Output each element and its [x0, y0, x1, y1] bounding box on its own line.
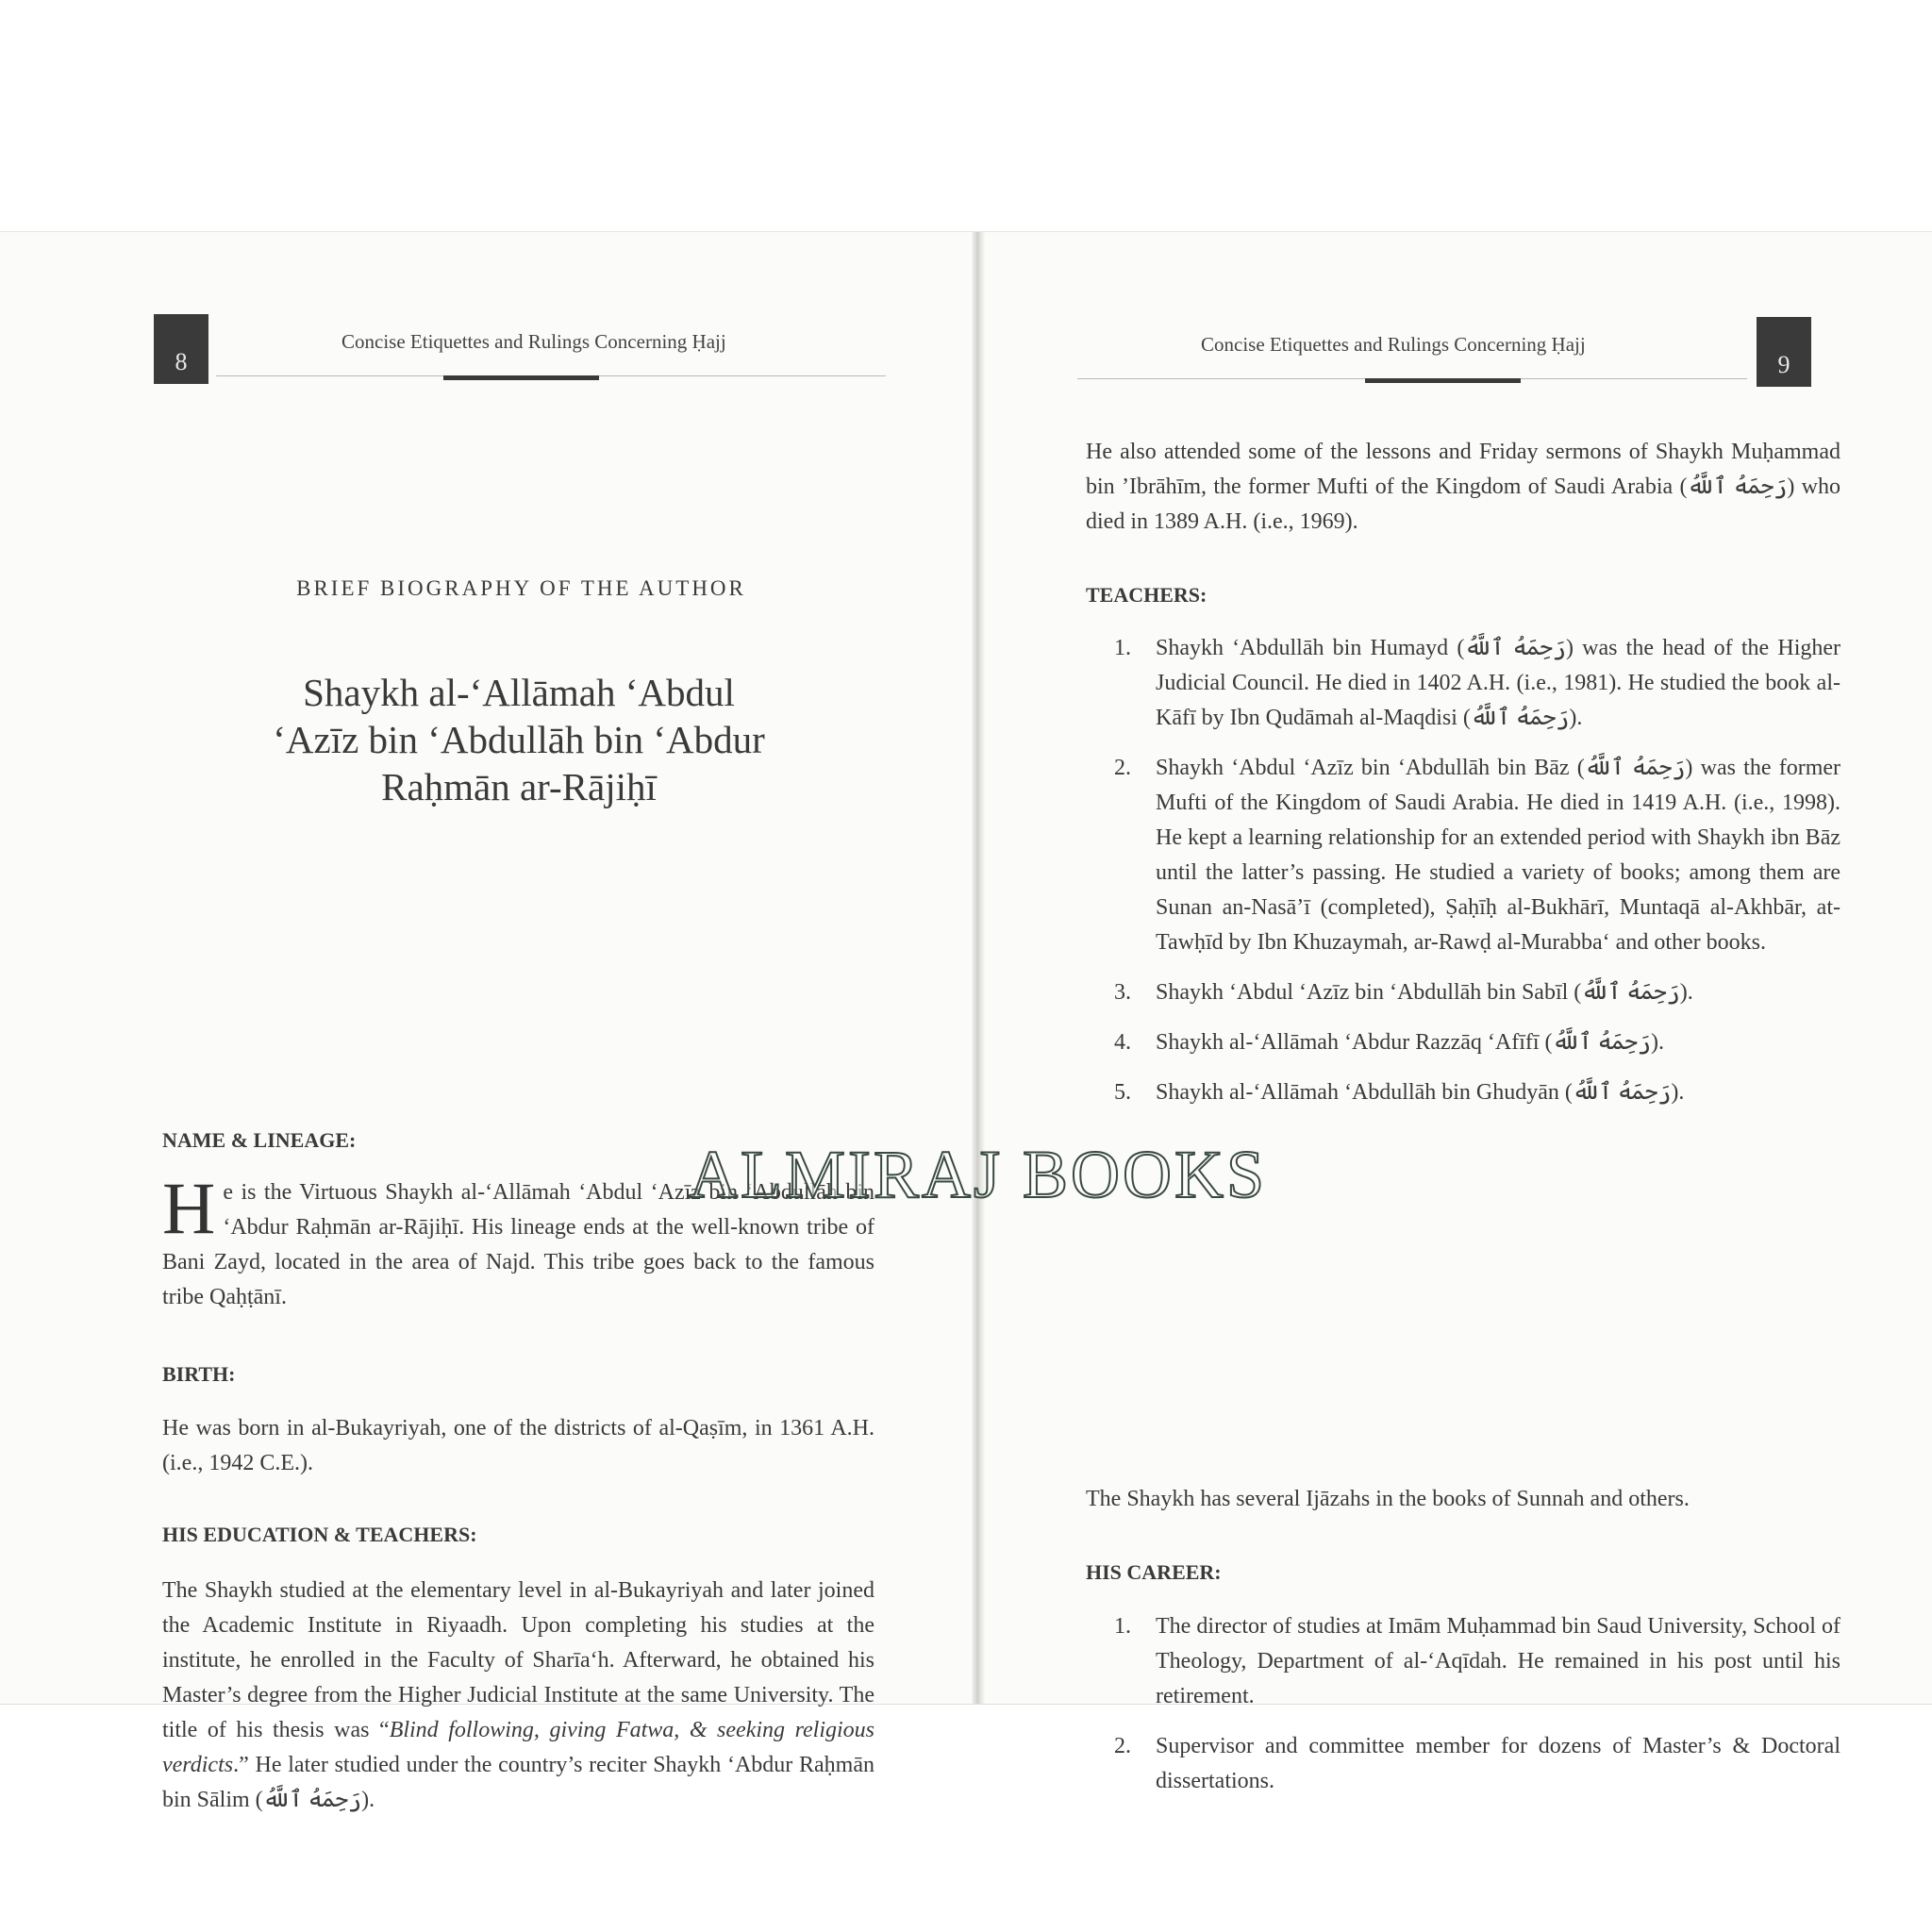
career-list — [1114, 1609, 1840, 1814]
right-page — [985, 232, 1932, 1793]
list-text: Shaykh ‘Abdullāh bin Humayd (رَحِمَهُ ٱللَّهُ) was the head of the Higher Judicial Council. He died in 1402 A.H. (i.e., 1981). He studied the book al-Kāfī by Ibn Qudāmah al-Maqdisi (رَحِمَهُ ٱللَّهُ). — [1156, 636, 1841, 730]
running-head: Concise Etiquettes and Rulings Concerning Ḥajj — [1201, 333, 1586, 356]
page-number: 8 — [175, 348, 188, 375]
list-item — [1114, 1609, 1840, 1714]
list-text: Shaykh ‘Abdul ‘Azīz bin ‘Abdullāh bin Sabīl (رَحِمَهُ ٱللَّهُ). — [1156, 980, 1693, 1005]
page-number-box — [154, 314, 208, 384]
book-gutter — [972, 232, 985, 1704]
watermark: ALMIRAJ BOOKS — [689, 1137, 1268, 1212]
list-number: 4. — [1114, 1030, 1131, 1055]
author-title-line: Raḥmān ar-Rājiḥī — [381, 765, 657, 808]
header-rule-accent — [443, 375, 599, 380]
birth-paragraph: He was born in al-Bukayriyah, one of the districts of al-Qaṣīm, in 1361 A.H. (i.e., 1942 C.E.). — [162, 1416, 874, 1475]
list-item — [1114, 751, 1840, 960]
intro-paragraph: He also attended some of the lessons and Friday sermons of Shaykh Muḥammad bin ’Ibrāhīm, the former Mufti of the Kingdom of Saudi Arabia (رَحِمَهُ ٱللَّهُ) who died in 1389 A.H. (i.e., 1969). — [1086, 440, 1841, 534]
page-number-box — [1757, 317, 1811, 387]
list-text: Shaykh al-‘Allāmah ‘Abdur Razzāq ‘Afīfī (رَحِمَهُ ٱللَّهُ). — [1156, 1030, 1664, 1055]
list-text: Shaykh al-‘Allāmah ‘Abdullāh bin Ghudyān (رَحِمَهُ ٱللَّهُ). — [1156, 1080, 1685, 1105]
author-title-line: ‘Azīz bin ‘Abdullāh bin ‘Abdur — [273, 718, 765, 761]
list-number: 3. — [1114, 980, 1131, 1005]
drop-cap: H — [162, 1167, 216, 1249]
left-page — [0, 232, 972, 1812]
name-lineage-text: e is the Virtuous Shaykh al-‘Allāmah ‘Abdul ‘Azīz bin ‘Abdullāh bin ‘Abdur Raḥmān ar-Rājiḥī. His lineage ends at the well-known tribe of Bani Zayd, located in the area of Najd. This tribe goes back to the famous tribe Qaḥṭānī. — [162, 1180, 874, 1309]
section-title: BRIEF BIOGRAPHY OF THE AUTHOR — [296, 576, 746, 600]
list-item — [1114, 1025, 1840, 1060]
author-title — [236, 669, 802, 810]
career-heading: HIS CAREER: — [1086, 1560, 1222, 1584]
list-item — [1114, 631, 1840, 736]
page-number: 9 — [1777, 351, 1790, 378]
author-title-line: Shaykh al-‘Allāmah ‘Abdul — [303, 671, 735, 714]
list-text: The director of studies at Imām Muḥammad bin Saud University, School of Theology, Department of al-‘Aqīdah. He remained in his post until his retirement. — [1156, 1614, 1840, 1708]
ijazah-paragraph: The Shaykh has several Ijāzahs in the books of Sunnah and others. — [1086, 1487, 1690, 1511]
running-head: Concise Etiquettes and Rulings Concerning Ḥajj — [341, 330, 726, 353]
list-item — [1114, 1729, 1840, 1799]
education-text: The Shaykh studied at the elementary level in al-Bukayriyah and later joined the Academic Institute in Riyaadh. Upon completing his studies at the institute, he enrolled in the Faculty of Sharīa‘h. Afterward, he obtained his Master’s degree from the Higher Judicial Institute at the same University. The title of his thesis was “ — [162, 1578, 874, 1742]
teachers-heading: TEACHERS: — [1086, 583, 1208, 607]
list-number: 2. — [1114, 1734, 1131, 1758]
list-item — [1114, 1075, 1840, 1110]
list-text: Supervisor and committee member for dozens of Master’s & Doctoral dissertations. — [1156, 1734, 1840, 1793]
list-item — [1114, 975, 1840, 1010]
header-rule-accent — [1365, 378, 1521, 383]
list-number: 5. — [1114, 1080, 1131, 1105]
name-lineage-heading: NAME & LINEAGE: — [162, 1128, 357, 1152]
birth-heading: BIRTH: — [162, 1362, 236, 1386]
education-paragraph — [162, 1574, 874, 1818]
thesis-title: Blind following, giving Fatwa, & seeking religious verdicts — [162, 1718, 875, 1777]
education-heading: HIS EDUCATION & TEACHERS: — [162, 1523, 477, 1546]
list-number: 1. — [1114, 1614, 1131, 1639]
book-spread — [0, 231, 1932, 1812]
teachers-list — [1114, 631, 1840, 1125]
list-number: 1. — [1114, 636, 1131, 660]
list-number: 2. — [1114, 756, 1131, 780]
list-text: Shaykh ‘Abdul ‘Azīz bin ‘Abdullāh bin Bāz (رَحِمَهُ ٱللَّهُ) was the former Mufti of the Kingdom of Saudi Arabia. He died in 1419 A.H. (i.e., 1998). He kept a learning relationship for an extended period with Shaykh ibn Bāz until the latter’s passing. He studied a variety of books; among them are Sunan an-Nasā’ī (completed), Ṣaḥīḥ al-Bukhārī, Muntaqā al-Akhbār, at-Tawḥīd by Ibn Khuzaymah, ar-Rawḍ al-Murabba‘ and other books. — [1156, 756, 1841, 955]
education-text-continued: .” He later studied under the country’s reciter Shaykh ‘Abdur Raḥmān bin Sālim (رَحِمَهُ ٱللَّهُ). — [162, 1753, 874, 1812]
